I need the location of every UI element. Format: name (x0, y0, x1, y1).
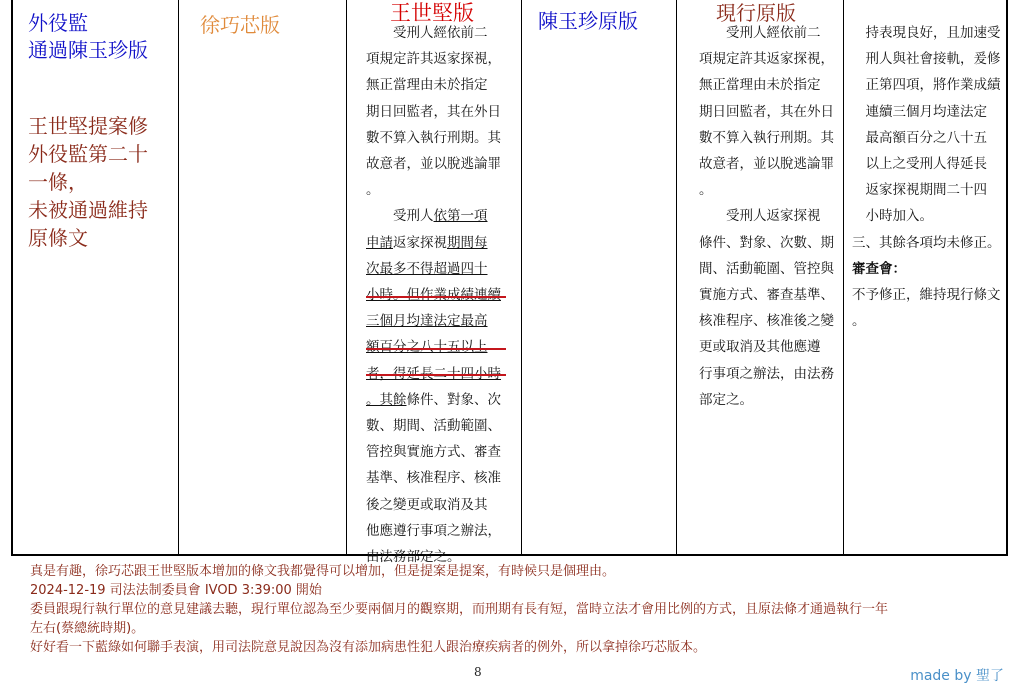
column-divider (346, 0, 347, 556)
column-divider (178, 0, 179, 556)
col5-title: 現行原版 (716, 1, 796, 25)
text-span: 條件、對象、次 (406, 391, 501, 408)
underlined-text: 三個月均達法定最高 (366, 313, 488, 330)
col1-title (28, 10, 148, 64)
col3-title: 王世堅版 (390, 1, 474, 25)
underlined-text: 依第一項 (433, 208, 488, 225)
text-line: 基準、核准程序、核准 (366, 470, 501, 487)
col1-note-line: 原條文 (28, 226, 88, 250)
column-divider (676, 0, 677, 556)
underlined-text: 期間每 (447, 234, 488, 251)
made-by-signature: made by 聖了 (910, 668, 1004, 684)
text-line: 無正當理由未於指定 (366, 77, 488, 94)
col1-note-line: 外役監第二十 (28, 142, 148, 166)
note-line: 2024-12-19 司法法制委員會 IVOD 3:39:00 開始 (30, 583, 322, 598)
col1-title-line: 外役監 (28, 11, 88, 35)
text-line: 。 (366, 182, 380, 199)
commentary-notes (30, 562, 990, 657)
text-line: 數不算入執行刑期。其 (699, 129, 834, 146)
column-divider (843, 0, 844, 556)
text-line: 期日回監者，其在外日 (699, 103, 834, 120)
red-emphasis-underline (366, 348, 506, 350)
red-emphasis-underline (366, 296, 506, 298)
text-line: 無正當理由未於指定 (699, 77, 821, 94)
text-line: 行事項之辦法，由法務 (699, 365, 834, 382)
text-span: 受刑人 (393, 208, 434, 225)
text-line: 以上之受刑人得延長 (865, 156, 987, 173)
text-line: 部定之。 (699, 391, 753, 408)
text-line: 不予修正，維持現行條文 (852, 287, 1001, 304)
underlined-text: 次最多不得超過四十 (366, 260, 488, 277)
text-line: 間、活動範圍、管控與 (699, 260, 834, 277)
note-line: 好好看一下藍綠如何聯手表演，用司法院意見說因為沒有添加病患性犯人跟治療疾病者的例外，所以拿掉徐巧芯版本。 (30, 640, 707, 655)
text-line: 刑人與社會接軌，爰修 (865, 51, 1001, 68)
note-line: 真是有趣，徐巧芯跟王世堅版本增加的條文我都覺得可以增加，但是提案是提案，有時候只是個理由。 (30, 564, 616, 579)
text-line (366, 230, 506, 256)
column-divider (521, 0, 522, 556)
text-line: 項規定許其返家探視， (366, 51, 501, 68)
text-line: 受刑人經依前二 (393, 25, 488, 41)
text-line: 期日回監者，其在外日 (366, 103, 501, 120)
text-line: 三、其餘各項均未修正。 (852, 234, 1001, 251)
text-line: 最高額百分之八十五 (865, 129, 987, 146)
text-line: 受刑人經依前二 (726, 25, 821, 41)
text-line: 數、期間、活動範圍、 (366, 418, 501, 435)
text-line (366, 387, 506, 413)
col1-title-line: 通過陳玉珍版 (28, 38, 148, 62)
text-line: 持表現良好，且加速受 (865, 25, 1001, 41)
underlined-text: 。其餘 (366, 391, 407, 408)
page-number: 8 (474, 665, 482, 679)
text-line: 他應遵行事項之辦法， (366, 522, 501, 539)
text-line: 數不算入執行刑期。其 (366, 129, 501, 146)
col1-note-line: 王世堅提案修 (28, 114, 148, 138)
text-line: 故意者，並以脫逃論罪 (366, 156, 501, 173)
text-line: 正第四項，將作業成績 (865, 77, 1001, 94)
note-line: 委員跟現行執行單位的意見建議去聽，現行單位認為至少要兩個月的觀察期，而刑期有長有短，當時立法才會用比例的方式，且原法條才通過執行一年 (30, 602, 889, 617)
text-line: 。 (852, 313, 866, 330)
text-line: 返家探視期間二十四 (865, 182, 987, 199)
text-line: 由法務部定之。 (366, 549, 461, 566)
text-line: 。 (699, 182, 713, 199)
note-line: 左右(蔡總統時期)。 (30, 621, 145, 636)
underlined-text: 申請 (366, 234, 393, 251)
text-line: 小時加入。 (865, 208, 933, 225)
col2-title: 徐巧芯版 (200, 13, 280, 37)
text-line: 實施方式、審查基準、 (699, 287, 834, 304)
text-line: 管控與實施方式、審查 (366, 444, 501, 461)
text-line: 項規定許其返家探視， (699, 51, 834, 68)
col5-body (699, 20, 839, 413)
red-emphasis-underline (366, 374, 506, 376)
text-line: 受刑人返家探視 (726, 208, 821, 225)
text-line: 後之變更或取消及其 (366, 496, 488, 513)
text-line: 連續三個月均達法定 (865, 103, 987, 120)
col4-title: 陳玉珍原版 (538, 9, 638, 33)
col1-note-line: 未被通過維持 (28, 198, 148, 222)
review-label: 審查會： (852, 260, 906, 277)
text-line: 核准程序、核准後之變 (699, 313, 834, 330)
text-span: 返家探視 (393, 234, 447, 251)
col1-note (28, 112, 148, 252)
text-line: 故意者，並以脫逃論罪 (699, 156, 834, 173)
col6-body (852, 20, 1004, 334)
text-line (366, 203, 506, 229)
col1-note-line: 一條， (28, 170, 88, 194)
text-line: 更或取消及其他應遵 (699, 339, 821, 356)
text-line: 條件、對象、次數、期 (699, 234, 834, 251)
